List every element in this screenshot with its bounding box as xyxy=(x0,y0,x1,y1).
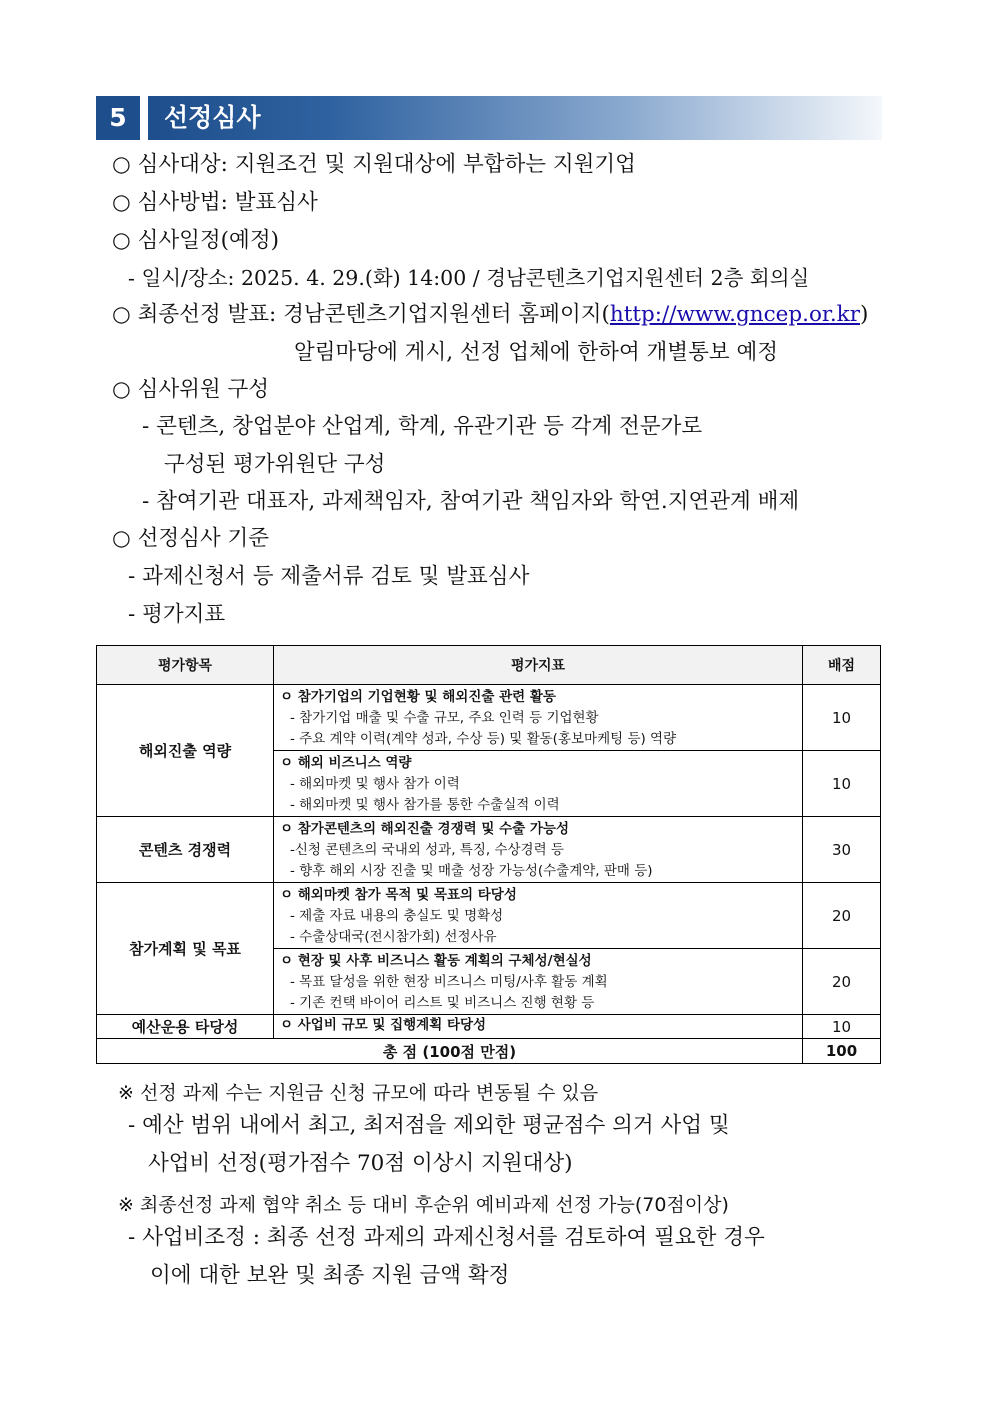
criteria-bullet: - 참가기업 매출 및 수출 규모, 주요 인력 등 기업현황 xyxy=(290,710,599,726)
section-number: 5 xyxy=(96,96,140,140)
criteria-cell xyxy=(274,685,803,751)
criteria-bullet: - 해외마켓 및 행사 참가를 통한 수출실적 이력 xyxy=(290,797,560,813)
committee-composition: ○ 심사위원 구성 xyxy=(112,377,270,402)
table-row xyxy=(97,817,881,883)
note-1: ※ 선정 과제 수는 지원금 신청 규모에 따라 변동될 수 있음 xyxy=(118,1082,599,1104)
criteria-cell xyxy=(274,883,803,949)
announcement-suffix: ) xyxy=(859,302,869,327)
criteria-bullet: - 제출 자료 내용의 충실도 및 명확성 xyxy=(290,908,504,924)
score-cell: 20 xyxy=(803,949,881,1015)
total-score: 100 xyxy=(803,1039,881,1064)
header-criteria: 평가지표 xyxy=(274,646,803,685)
criteria-title: ㅇ 참가기업의 기업현황 및 해외진출 관련 활동 xyxy=(280,689,556,705)
criteria-cell xyxy=(274,949,803,1015)
review-schedule: ○ 심사일정(예정) xyxy=(112,228,279,253)
total-row xyxy=(97,1039,881,1064)
header-score: 배점 xyxy=(803,646,881,685)
evaluation-table xyxy=(96,645,881,1064)
note-1-detail-2: 사업비 선정(평가점수 70점 이상시 지원대상) xyxy=(148,1151,573,1176)
score-cell: 10 xyxy=(803,751,881,817)
committee-detail-1: - 콘텐츠, 창업분야 산업계, 학계, 유관기관 등 각계 전문가로 xyxy=(142,414,703,439)
criteria-bullet: - 해외마켓 및 행사 참가 이력 xyxy=(290,776,460,792)
note-2-detail-2: 이에 대한 보완 및 최종 지원 금액 확정 xyxy=(150,1263,510,1288)
criteria-bullet: - 기존 컨택 바이어 리스트 및 비즈니스 진행 현황 등 xyxy=(290,995,595,1011)
homepage-link[interactable]: http://www.gncep.or.kr xyxy=(609,302,860,327)
criteria-detail-2: - 평가지표 xyxy=(128,602,226,627)
score-cell: 10 xyxy=(803,1015,881,1039)
schedule-detail: - 일시/장소: 2025. 4. 29.(화) 14:00 / 경남콘텐츠기업지원센터 2층 회의실 xyxy=(128,266,810,290)
note-1-detail: - 예산 범위 내에서 최고, 최저점을 제외한 평균점수 의거 사업 및 xyxy=(128,1113,730,1138)
criteria-bullet: - 목표 달성을 위한 현장 비즈니스 미팅/사후 활동 계획 xyxy=(290,974,608,990)
category-cell: 참가계획 및 목표 xyxy=(97,883,274,1015)
table-row xyxy=(97,685,881,751)
note-2: ※ 최종선정 과제 협약 취소 등 대비 후순위 예비과제 선정 가능(70점이상) xyxy=(118,1194,729,1216)
criteria-heading: ○ 선정심사 기준 xyxy=(112,526,270,551)
criteria-cell xyxy=(274,751,803,817)
score-cell: 30 xyxy=(803,817,881,883)
table-header-row xyxy=(97,646,881,685)
criteria-title: ㅇ 참가콘텐츠의 해외진출 경쟁력 및 수출 가능성 xyxy=(280,821,570,837)
criteria-cell xyxy=(274,1015,803,1039)
committee-detail-1b: 구성된 평가위원단 구성 xyxy=(164,452,386,477)
section-title: 선정심사 xyxy=(148,96,882,140)
criteria-title: ㅇ 현장 및 사후 비즈니스 활동 계획의 구체성/현실성 xyxy=(280,953,592,969)
announcement-detail: 알림마당에 게시, 선정 업체에 한하여 개별통보 예정 xyxy=(294,340,778,365)
committee-detail-2: - 참여기관 대표자, 과제책임자, 참여기관 책임자와 학연.지연관계 배제 xyxy=(142,489,800,514)
table-row xyxy=(97,883,881,949)
criteria-title: ㅇ 해외마켓 참가 목적 및 목표의 타당성 xyxy=(280,887,517,903)
table-row xyxy=(97,1015,881,1039)
note-2-detail: - 사업비조정 : 최종 선정 과제의 과제신청서를 검토하여 필요한 경우 xyxy=(128,1225,765,1250)
total-label: 총 점 (100점 만점) xyxy=(97,1039,803,1064)
criteria-bullet: - 주요 계약 이력(계약 성과, 수상 등) 및 활동(홍보마케팅 등) 역량 xyxy=(290,731,677,747)
criteria-bullet: - 향후 해외 시장 진출 및 매출 성장 가능성(수출계약, 판매 등) xyxy=(290,863,653,879)
criteria-bullet: - 수출상대국(전시참가회) 선정사유 xyxy=(290,929,497,945)
final-announcement xyxy=(112,300,868,330)
score-cell: 20 xyxy=(803,883,881,949)
category-cell: 해외진출 역량 xyxy=(97,685,274,817)
category-cell: 예산운용 타당성 xyxy=(97,1015,274,1039)
review-target: ○ 심사대상: 지원조건 및 지원대상에 부합하는 지원기업 xyxy=(112,152,636,177)
criteria-detail-1: - 과제신청서 등 제출서류 검토 및 발표심사 xyxy=(128,564,530,589)
criteria-bullet: -신청 콘텐츠의 국내외 성과, 특징, 수상경력 등 xyxy=(290,842,564,858)
category-cell: 콘텐츠 경쟁력 xyxy=(97,817,274,883)
criteria-title: ㅇ 해외 비즈니스 역량 xyxy=(280,755,412,771)
criteria-title: ㅇ 사업비 규모 및 집행계획 타당성 xyxy=(280,1017,487,1033)
review-method: ○ 심사방법: 발표심사 xyxy=(112,190,318,215)
header-category: 평가항목 xyxy=(97,646,274,685)
section-header xyxy=(96,96,882,140)
announcement-prefix: ○ 최종선정 발표: 경남콘텐츠기업지원센터 홈페이지( xyxy=(112,302,610,327)
criteria-cell xyxy=(274,817,803,883)
score-cell: 10 xyxy=(803,685,881,751)
